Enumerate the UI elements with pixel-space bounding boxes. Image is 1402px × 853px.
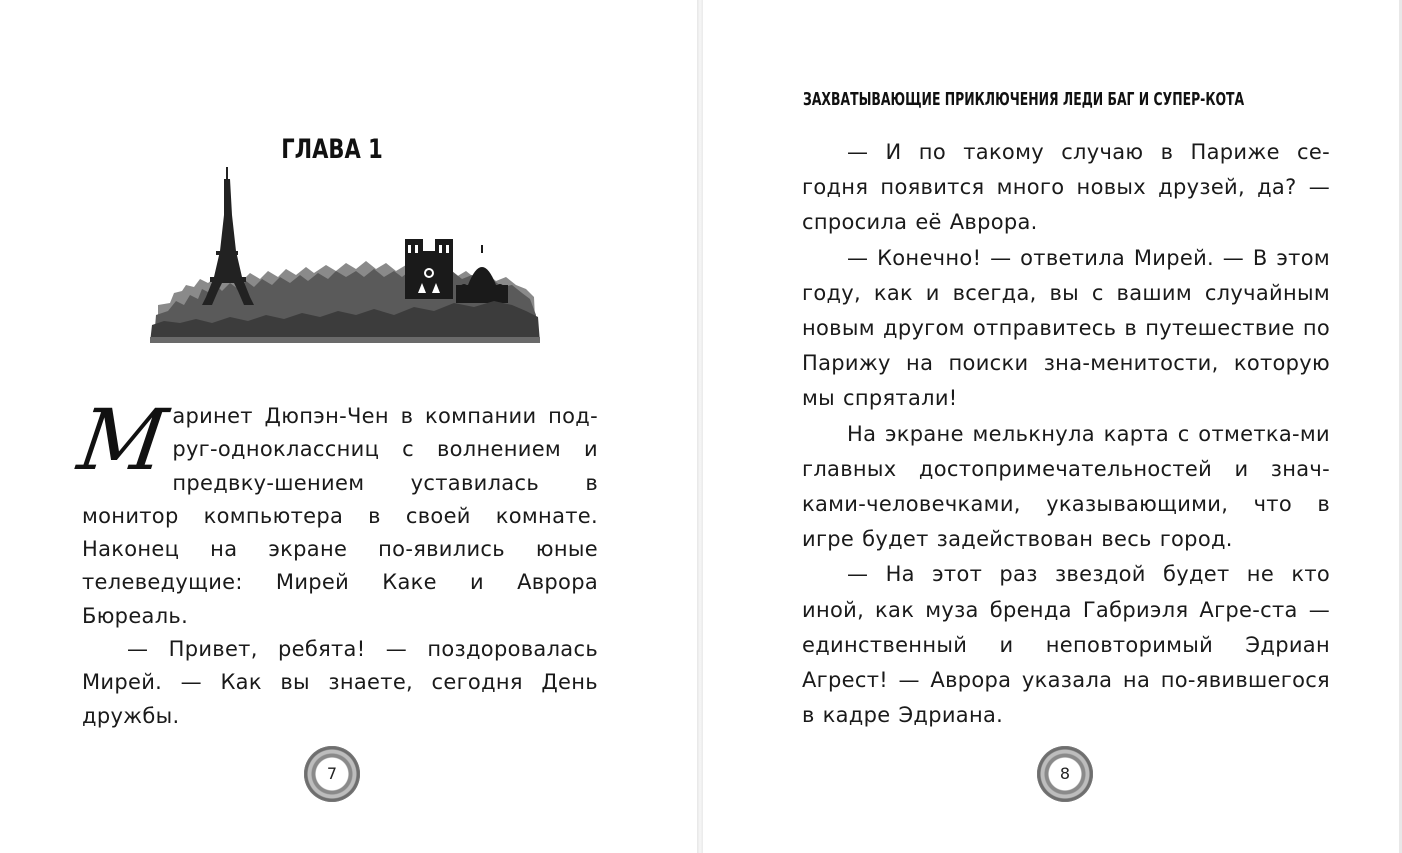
page-number: 7 — [326, 764, 338, 783]
paragraph: — На этот раз звездой будет не кто иной, как муза бренда Габриэля Агре-ста — единственный и неповторимый Эдриан Агрест! — Аврора указала на по-явившегося в кадре Эдриана. — [802, 562, 1330, 728]
page-number-badge — [1037, 746, 1093, 802]
paris-skyline-icon — [150, 165, 540, 345]
drop-cap: М — [72, 391, 173, 489]
chapter-title: ГЛАВА 1 — [281, 134, 383, 165]
paragraph-text: аринет Дюпэн-Чен в компании под-руг-одноклассниц с волнением и предвку-шением уставилась в монитор компьютера в своей комнате. Наконец на экране по-явились юные телеведущие: Мирей Каке и Аврора Бюреаль. — [82, 404, 598, 628]
paragraph: — Конечно! — ответила Мирей. — В этом году, как и всегда, вы с вашим случайным новым другом отправитесь в путешествие по Парижу на поиски зна-менитости, которую мы спрятали! — [802, 245, 1330, 411]
paragraph — [72, 391, 598, 633]
page-number: 8 — [1059, 764, 1071, 783]
paragraph: — И по такому случаю в Париже се-годня появится много новых друзей, да? — спросила её Аврора. — [802, 140, 1330, 235]
right-body-text — [802, 135, 1330, 733]
paragraph: На экране мелькнула карта с отметка-ми главных достопримечательностей и знач-ками-человечками, указывающими, что в игре будет задействован весь город. — [802, 421, 1330, 552]
left-body-text — [72, 391, 598, 733]
running-header: ЗАХВАТЫВАЮЩИЕ ПРИКЛЮЧЕНИЯ ЛЕДИ БАГ И СУПЕР-КОТА — [803, 89, 1245, 110]
paragraph: — Привет, ребята! — поздоровалась Мирей. — Как вы знаете, сегодня День дружбы. — [82, 637, 598, 728]
page-number-badge — [304, 746, 360, 802]
